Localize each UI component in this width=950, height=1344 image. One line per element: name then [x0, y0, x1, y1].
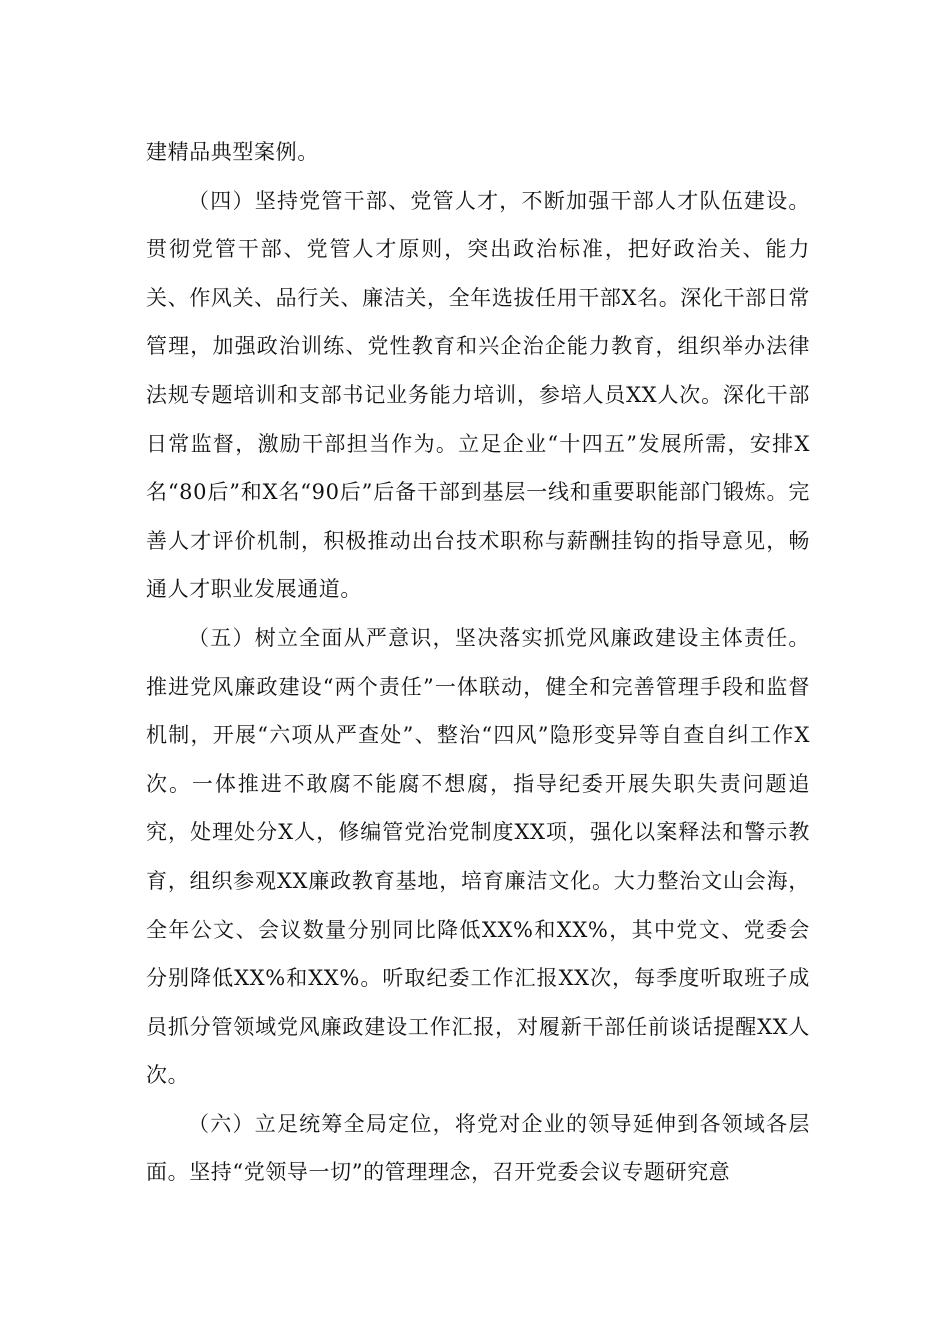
paragraph-continuation: 建精品典型案例。: [146, 140, 319, 164]
paragraph-section-4: （四）坚持党管干部、党管人才，不断加强干部人才队伍建设。贯彻党管干部、党管人才原则，突出政治标准，把好政治关、能力关、作风关、品行关、廉洁关，全年选拔任用干部X名。深化干部日常管理，加强政治训练、党性教育和兴企治企能力教育，组织举办法律法规专题培训和支部书记业务能力培训，参培人员XX人次。深化干部日常监督，激励干部担当作为。立足企业“十四五”发展所需，安排X名“80后”和X名“90后”后备干部到基层一线和重要职能部门锻炼。完善人才评价机制，积极推动出台技术职称与薪酬挂钩的指导意见，畅通人才职业发展通道。: [146, 188, 810, 602]
document-body: [146, 128, 810, 1197]
paragraph-section-5: （五）树立全面从严意识，坚决落实抓党风廉政建设主体责任。推进党风廉政建设“两个责任”一体联动，健全和完善管理手段和监督机制，开展“六项从严查处”、整治“四风”隐形变异等自查自纠工作X次。一体推进不敢腐不能腐不想腐，指导纪委开展失职失责问题追究，处理处分X人，修编管党治党制度XX项，强化以案释法和警示教育，组织参观XX廉政教育基地，培育廉洁文化。大力整治文山会海，全年公文、会议数量分别同比降低XX%和XX%，其中党文、党委会分别降低XX%和XX%。听取纪委工作汇报XX次，每季度听取班子成员抓分管领域党风廉政建设工作汇报，对履新干部任前谈话提醒XX人次。: [146, 625, 810, 1088]
paragraph-section-6: （六）立足统筹全局定位，将党对企业的领导延伸到各领域各层面。坚持“党领导一切”的管理理念，召开党委会议专题研究意: [146, 1111, 810, 1185]
